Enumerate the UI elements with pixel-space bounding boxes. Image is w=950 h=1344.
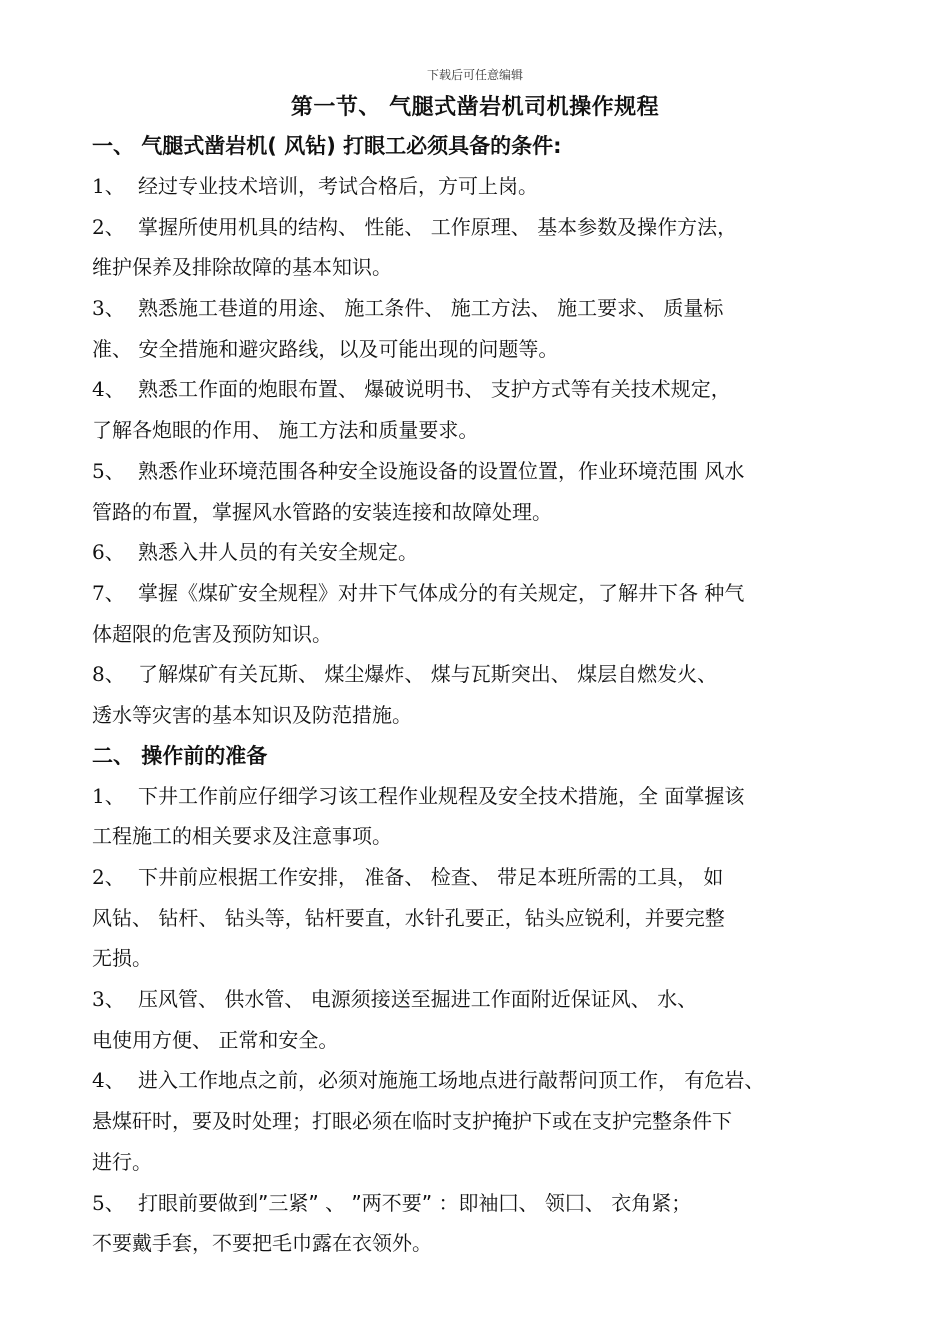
item-text: 掌握《煤矿安全规程》对井下气体成分的有关规定，了解井下各 种气 (138, 580, 745, 605)
list-item (92, 288, 862, 369)
item-text: 进入工作地点之前，必须对施施工场地点进行敲帮问顶工作， 有危岩、 (138, 1068, 765, 1093)
item-text: 管路的布置，掌握风水管路的安装连接和故障处理。 (92, 499, 552, 524)
page-title: 第一节、 气腿式凿岩机司机操作规程 (290, 95, 660, 120)
item-text: 准、 安全措施和避灾路线，以及可能出现的问题等。 (92, 336, 559, 361)
list-item (92, 857, 862, 979)
item-text: 熟悉工作面的炮眼布置、 爆破说明书、 支护方式等有关技术规定， (138, 377, 731, 402)
item-text: 压风管、 供水管、 电源须接送至掘进工作面附近保证风、 水、 (138, 987, 698, 1012)
section-2-heading: 二、 操作前的准备 (92, 743, 268, 768)
item-number: 3、 (92, 987, 125, 1012)
item-text: 下井工作前应仔细学习该工程作业规程及安全技术措施，全 面掌握该 (138, 783, 745, 808)
item-text: 体超限的危害及预防知识。 (92, 621, 332, 646)
item-text: 电使用方便、 正常和安全。 (92, 1027, 339, 1052)
item-number: 8、 (92, 662, 125, 687)
document-body (92, 126, 862, 1264)
item-text: 透水等灾害的基本知识及防范措施。 (92, 702, 412, 727)
item-text: 进行。 (92, 1149, 152, 1174)
item-text: 熟悉施工巷道的用途、 施工条件、 施工方法、 施工要求、 质量标 (138, 296, 724, 321)
header-watermark: 下载后可任意编辑 (426, 68, 523, 82)
list-item (92, 979, 862, 1060)
item-number: 1、 (92, 783, 125, 808)
item-text: 经过专业技术培训，考试合格后，方可上岗。 (138, 174, 538, 198)
item-text: 下井前应根据工作安排， 准备、 检查、 带足本班所需的工具， 如 (138, 865, 724, 889)
item-number: 2、 (92, 865, 125, 889)
list-item (92, 573, 862, 654)
item-text: 熟悉作业环境范围各种安全设施设备的设置位置，作业环境范围 风水 (138, 458, 745, 483)
list-item (92, 654, 862, 735)
item-text: 悬煤矸时，要及时处理；打眼必须在临时支护掩护下或在支护完整条件下 (92, 1109, 732, 1134)
item-text: 不要戴手套，不要把毛巾露在衣领外。 (92, 1231, 432, 1256)
item-number: 1、 (92, 174, 125, 198)
item-text: 维护保养及排除故障的基本知识。 (92, 255, 392, 280)
list-item (92, 1183, 862, 1264)
item-text: 无损。 (92, 946, 152, 971)
item-number: 6、 (92, 540, 125, 565)
item-number: 5、 (92, 1190, 125, 1215)
list-item (92, 166, 862, 207)
item-number: 7、 (92, 580, 125, 605)
list-item (92, 451, 862, 532)
item-text: 掌握所使用机具的结构、 性能、 工作原理、 基本参数及操作方法， (138, 214, 738, 239)
item-number: 5、 (92, 458, 125, 483)
list-item (92, 369, 862, 450)
item-text: 了解各炮眼的作用、 施工方法和质量要求。 (92, 418, 479, 443)
item-number: 4、 (92, 377, 125, 402)
list-item (92, 532, 862, 573)
item-number: 2、 (92, 214, 125, 239)
list-item (92, 1060, 862, 1182)
item-number: 3、 (92, 296, 125, 321)
item-text: 工程施工的相关要求及注意事项。 (92, 824, 392, 849)
section-1-heading: 一、 气腿式凿岩机( 风钻) 打眼工必须具备的条件: (92, 134, 562, 158)
item-text: 打眼前要做到”三紧” 、 ”两不要” ：即袖囗、 领囗、 衣角紧； (138, 1190, 692, 1215)
item-text: 了解煤矿有关瓦斯、 煤尘爆炸、 煤与瓦斯突出、 煤层自燃发火、 (138, 662, 718, 687)
list-item (92, 207, 862, 288)
item-text: 熟悉入井人员的有关安全规定。 (138, 540, 418, 565)
item-number: 4、 (92, 1068, 125, 1093)
list-item (92, 776, 862, 857)
item-text: 风钻、 钻杆、 钻头等，钻杆要直，水针孔要正，钻头应锐利，并要完整 (92, 905, 725, 930)
